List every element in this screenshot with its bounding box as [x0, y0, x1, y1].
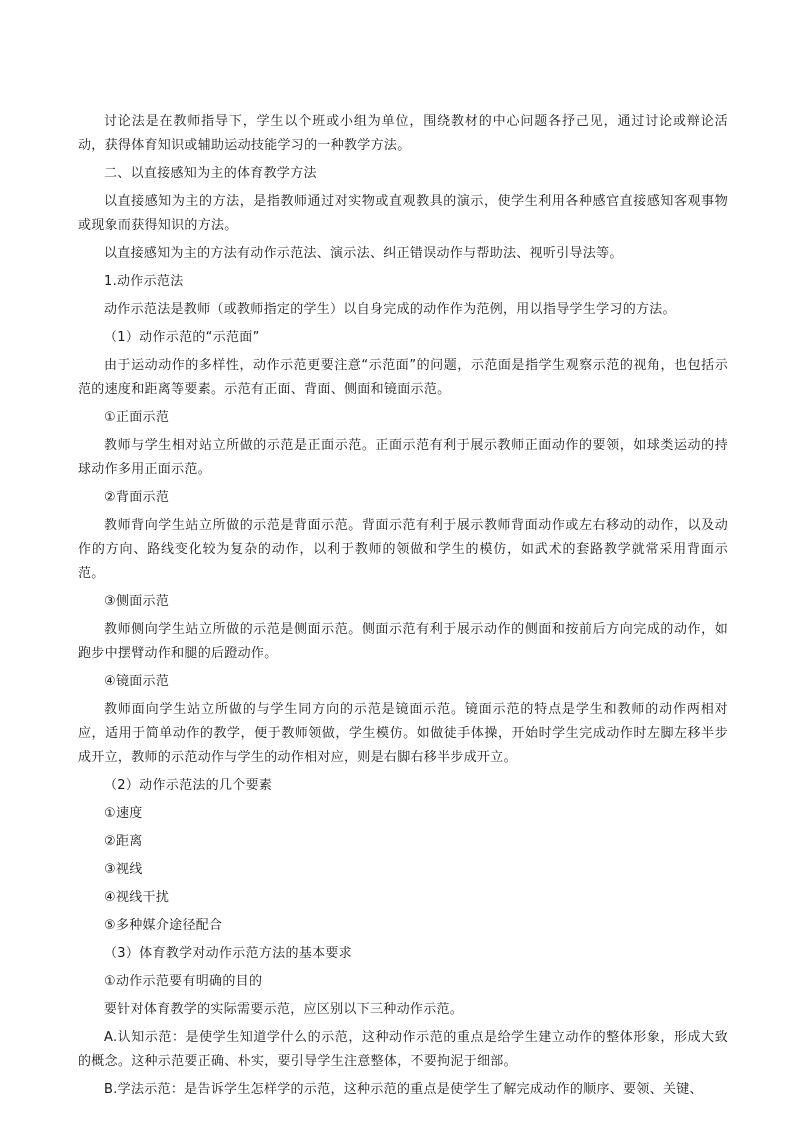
paragraph-front-demonstration: 教师与学生相对站立所做的示范是正面示范。正面示范有利于展示教师正面动作的要领，如球类运动的持球动作多用正面示范。	[78, 438, 728, 477]
paragraph-three-demonstrations: 要针对体育教学的实际需要示范，应区别以下三种动作示范。	[104, 1002, 464, 1017]
subheading-demonstration-face: （1）动作示范的“示范面”	[104, 330, 260, 345]
paragraph-direct-perception-definition: 以直接感知为主的方法，是指教师通过对实物或直观教具的演示，使学生利用各种感官直接感知客观事物或现象而获得知识的方法。	[78, 194, 728, 233]
item-back-demonstration: ②背面示范	[104, 490, 170, 505]
list-item-multimedia: ⑤多种媒介途径配合	[104, 918, 223, 933]
paragraph-demonstration-definition: 动作示范法是教师（或教师指定的学生）以自身完成的动作作为范例，用以指导学生学习的方法。	[104, 302, 676, 317]
item-mirror-demonstration: ④镜面示范	[104, 674, 170, 689]
list-item-sightline-interference: ④视线干扰	[104, 890, 170, 905]
paragraph-mirror-demonstration: 教师面向学生站立所做的与学生同方向的示范是镜面示范。镜面示范的特点是学生和教师的动作两相对应，适用于简单动作的教学，便于教师领做，学生模仿。如做徒手体操，开始时学生完成动作时左脚左移半步成开立，教师的示范动作与学生的动作相对应，则是右脚右移半步成开立。	[78, 702, 728, 765]
list-item-sightline: ③视线	[104, 862, 143, 877]
subheading-basic-requirements: （3）体育教学对动作示范方法的基本要求	[104, 946, 352, 961]
paragraph-side-demonstration: 教师侧向学生站立所做的示范是侧面示范。侧面示范有利于展示动作的侧面和按前后方向完成的动作，如跑步中摆臂动作和腿的后蹬动作。	[78, 622, 728, 661]
section-heading-direct-perception: 二、以直接感知为主的体育教学方法	[104, 166, 317, 181]
list-item-clear-purpose: ①动作示范要有明确的目的	[104, 974, 263, 989]
subheading-demonstration-elements: （2）动作示范法的几个要素	[104, 778, 273, 793]
paragraph-cognitive-demonstration: A.认知示范：是使学生知道学什么的示范，这种动作示范的重点是给学生建立动作的整体形象，形成大致的概念。这种示范要正确、朴实，要引导学生注意整体，不要拘泥于细部。	[78, 1030, 728, 1069]
document-page	[78, 110, 728, 1106]
item-side-demonstration: ③侧面示范	[104, 594, 170, 609]
list-item-speed: ①速度	[104, 806, 143, 821]
item-front-demonstration: ①正面示范	[104, 410, 170, 425]
paragraph-discussion-method: 讨论法是在教师指导下，学生以个班或小组为单位，围绕教材的中心问题各抒己见，通过讨论或辩论活动，获得体育知识或辅助运动技能学习的一种教学方法。	[78, 114, 728, 153]
paragraph-demonstration-face: 由于运动动作的多样性，动作示范更要注意“示范面”的问题，示范面是指学生观察示范的视角，也包括示范的速度和距离等要素。示范有正面、背面、侧面和镜面示范。	[78, 358, 728, 397]
paragraph-direct-perception-types: 以直接感知为主的方法有动作示范法、演示法、纠正错误动作与帮助法、视听引导法等。	[104, 246, 623, 261]
list-item-distance: ②距离	[104, 834, 143, 849]
paragraph-back-demonstration: 教师背向学生站立所做的示范是背面示范。背面示范有利于展示教师背面动作或左右移动的动作，以及动作的方向、路线变化较为复杂的动作，以利于教师的领做和学生的模仿，如武术的套路教学就常采用背面示范。	[78, 518, 728, 581]
paragraph-learning-demonstration: B.学法示范：是告诉学生怎样学的示范，这种示范的重点是使学生了解完成动作的顺序、要领、关键、	[104, 1082, 703, 1097]
subheading-demonstration-method: 1.动作示范法	[104, 274, 184, 289]
